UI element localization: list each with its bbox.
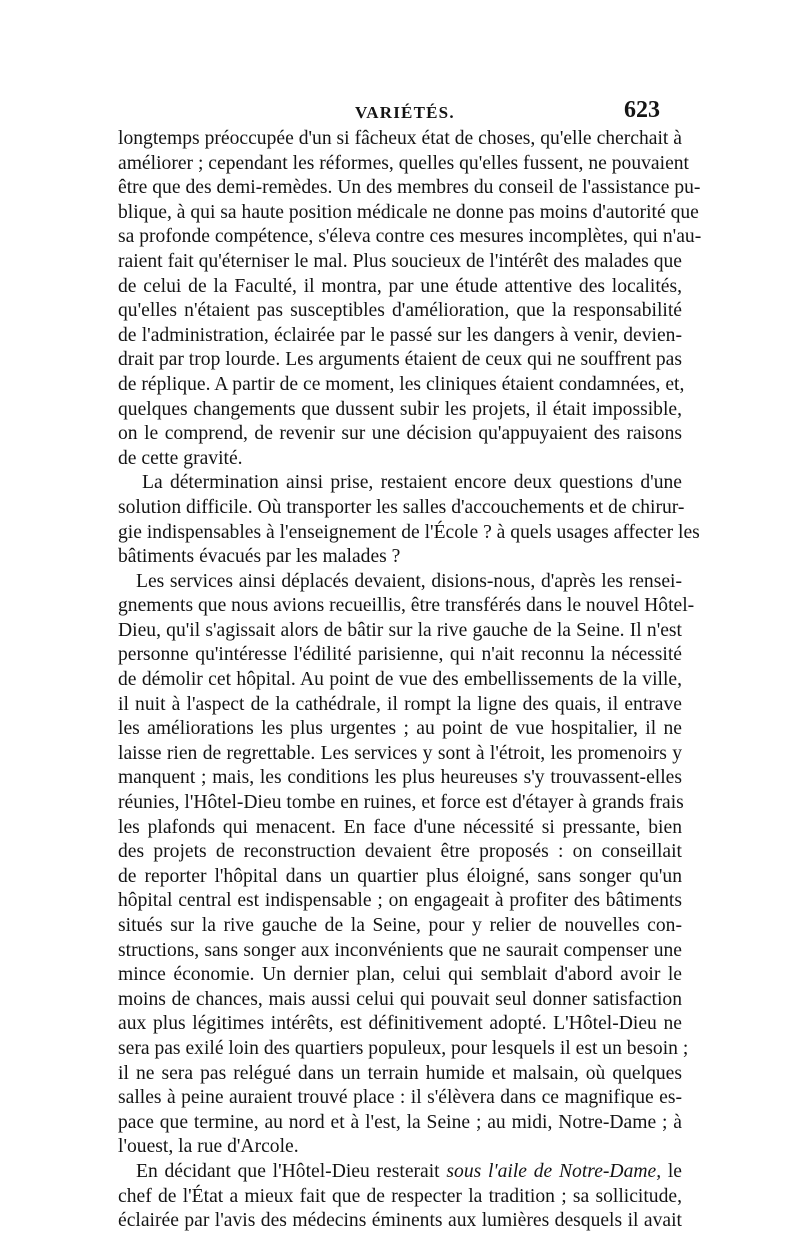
running-head-title: VARIÉTÉS. — [355, 103, 455, 122]
text-line: aux plus légitimes intérêts, est définitivement adopté. L'Hôtel-Dieu ne — [118, 1013, 682, 1035]
text-line: de cette gravité. — [118, 447, 243, 469]
text-line: salles à peine auraient trouvé place : il s'élèvera dans ce magnifique es- — [118, 1087, 682, 1109]
text-line-mixed — [118, 1160, 682, 1185]
text-line: les améliorations les plus urgentes ; au point de vue hospitalier, il ne — [118, 718, 682, 740]
text-line: situés sur la rive gauche de la Seine, pour y relier de nouvelles con- — [118, 915, 682, 936]
text-line: qu'elles n'étaient pas susceptibles d'amélioration, que la responsabilité — [118, 300, 682, 322]
text-line: gie indispensables à l'enseignement de l'École ? à quels usages affecter les — [118, 521, 700, 543]
text-line: de réplique. A partir de ce moment, les cliniques étaient condamnées, et, — [118, 373, 685, 395]
text-line: drait par trop lourde. Les arguments étaient de ceux qui ne souffrent pas — [118, 349, 682, 371]
text-line: solution difficile. Où transporter les salles d'accouchements et de chirur- — [118, 496, 685, 518]
text-line: gnements que nous avions recueillis, être transférés dans le nouvel Hôtel- — [118, 595, 695, 617]
text-line: mince économie. Un dernier plan, celui qui semblait d'abord avoir le — [118, 964, 682, 986]
page-number: 623 — [624, 97, 660, 123]
text-line: de l'administration, éclairée par le passé sur les dangers à venir, devien- — [118, 324, 682, 346]
text-line: bâtiments évacués par les malades ? — [118, 546, 401, 568]
text-line: longtemps préoccupée d'un si fâcheux état de choses, qu'elle cherchait à — [118, 128, 682, 149]
text-segment: le — [667, 1160, 682, 1182]
text-line: laisse rien de regrettable. Les services y sont à l'étroit, les promenoirs y — [118, 742, 682, 764]
text-line: Dieu, qu'il s'agissait alors de bâtir sur la rive gauche de la Seine. Il n'est — [118, 619, 682, 641]
text-line: éclairée par l'avis des médecins éminents aux lumières desquels il avait — [118, 1210, 682, 1232]
running-head — [0, 97, 800, 131]
text-line: manquent ; mais, les conditions les plus heureuses s'y trouvassent-elles — [118, 767, 682, 789]
text-line: quelques changements que dussent subir les projets, il était impossible, — [118, 398, 682, 420]
text-line: réunies, l'Hôtel-Dieu tombe en ruines, et force est d'étayer à grands frais — [118, 792, 684, 814]
text-line: il nuit à l'aspect de la cathédrale, il rompt la ligne des quais, il entrave — [118, 693, 682, 715]
text-line: chef de l'État a mieux fait que de respecter la tradition ; sa sollicitude, — [118, 1185, 682, 1207]
text-line: on le comprend, de revenir sur une décision qu'appuyaient des raisons — [118, 423, 682, 445]
text-line: raient fait qu'éterniser le mal. Plus soucieux de l'intérêt des malades que — [118, 250, 682, 272]
text-line: de celui de la Faculté, il montra, par une étude attentive des localités, — [118, 275, 682, 297]
text-line: les plafonds qui menacent. En face d'une nécessité si pressante, bien — [118, 816, 682, 838]
text-line: sa profonde compétence, s'éleva contre ces mesures incomplètes, qui n'au- — [118, 226, 702, 248]
text-line: hôpital central est indispensable ; on engageait à profiter des bâtiments — [118, 890, 682, 912]
text-line: améliorer ; cependant les réformes, quelles qu'elles fussent, ne pouvaient — [118, 152, 690, 174]
italic-phrase: sous l'aile de Notre-Dame, — [446, 1160, 662, 1182]
text-line: Les services ainsi déplacés devaient, disions-nous, d'après les rensei- — [136, 570, 682, 592]
text-line: il ne sera pas relégué dans un terrain humide et malsain, où quelques — [118, 1062, 682, 1084]
text-line: être que des demi-remèdes. Un des membres du conseil de l'assistance pu- — [118, 177, 701, 199]
text-line: blique, à qui sa haute position médicale ne donne pas moins d'autorité que — [118, 201, 699, 223]
text-segment: En décidant que l'Hôtel-Dieu resterait — [136, 1160, 440, 1182]
text-line: de démolir cet hôpital. Au point de vue des embellissements de la ville, — [118, 669, 682, 691]
text-line: l'ouest, la rue d'Arcole. — [118, 1136, 299, 1158]
text-line: pace que termine, au nord et à l'est, la Seine ; au midi, Notre-Dame ; à — [118, 1111, 682, 1133]
text-line: structions, sans songer aux inconvénients que ne saurait compenser une — [118, 939, 682, 961]
text-line: La détermination ainsi prise, restaient encore deux questions d'une — [142, 472, 682, 494]
text-line: personne qu'intéresse l'édilité parisienne, qui n'ait reconnu la nécessité — [118, 644, 682, 666]
text-line: sera pas exilé loin des quartiers populeux, pour lesquels il est un besoin ; — [118, 1037, 689, 1059]
text-line: moins de chances, mais aussi celui qui pouvait seul donner satisfaction — [118, 988, 682, 1010]
text-line: des projets de reconstruction devaient être proposés : on conseillait — [118, 841, 682, 863]
text-line: de reporter l'hôpital dans un quartier plus éloigné, sans songer qu'un — [118, 865, 682, 887]
body-text — [118, 127, 702, 1234]
